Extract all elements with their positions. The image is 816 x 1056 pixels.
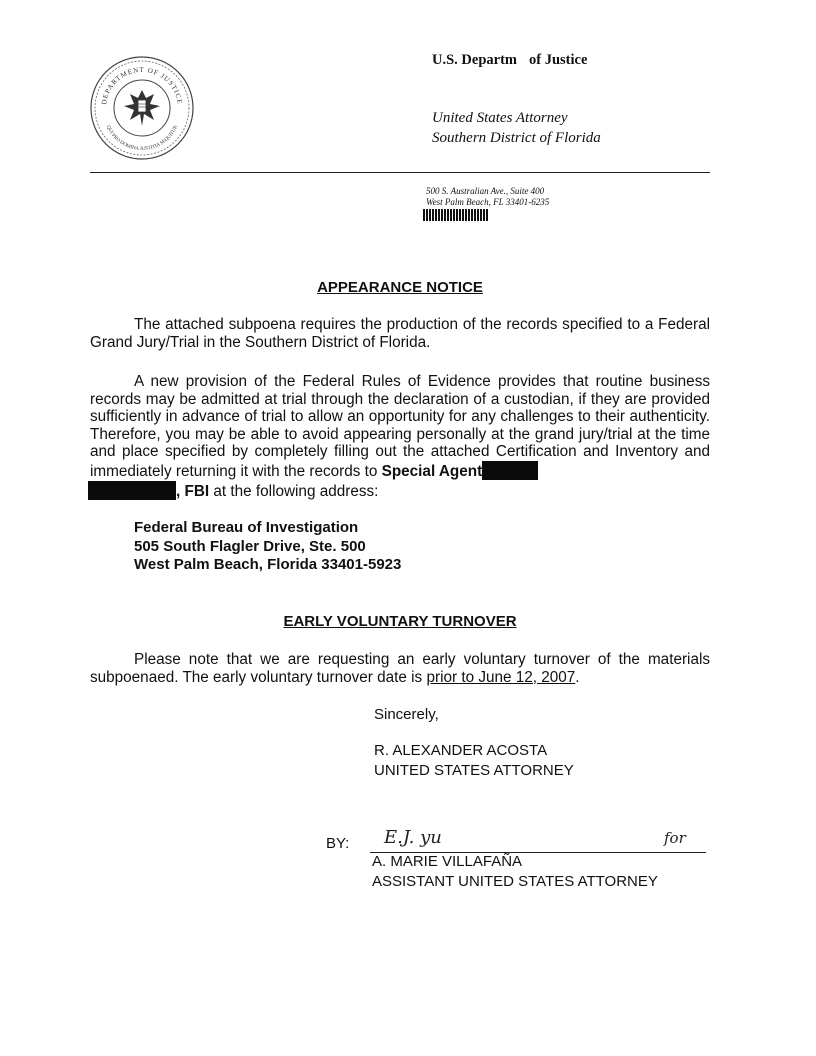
appearance-paragraph-1 xyxy=(90,316,710,351)
turnover-paragraph-text: Please note that we are requesting an early voluntary turnover of the materials subpoenaed. The early voluntary turnover date is xyxy=(90,651,710,686)
address-line-1: 500 S. Australian Ave., Suite 400 xyxy=(426,186,545,196)
us-attorney-title: UNITED STATES ATTORNEY xyxy=(374,762,574,779)
turnover-paragraph-end: . xyxy=(575,668,580,686)
us-attorney-name: R. ALEXANDER ACOSTA xyxy=(374,742,548,759)
fbi-address-line-1: Federal Bureau of Investigation xyxy=(134,519,359,536)
by-label: BY: xyxy=(326,835,350,852)
office-line-2: Southern District of Florida xyxy=(432,130,601,146)
signer-name: A. MARIE VILLAFAÑA xyxy=(372,853,523,870)
signer-title: ASSISTANT UNITED STATES ATTORNEY xyxy=(372,873,658,890)
signature-for-mark: for xyxy=(664,829,686,847)
appearance-paragraph-2 xyxy=(90,373,710,500)
redacted-phone-bar xyxy=(423,209,489,221)
appearance-paragraph-2-tail: at the following address: xyxy=(213,482,379,500)
agency-name-part2: of Justice xyxy=(528,52,588,68)
early-turnover-heading: EARLY VOLUNTARY TURNOVER xyxy=(283,613,517,630)
redacted-agent-name xyxy=(482,461,538,480)
seal-text-top: DEPARTMENT OF JUSTICE xyxy=(100,65,184,106)
fbi-address-line-2: 505 South Flagler Drive, Ste. 500 xyxy=(134,537,366,555)
fbi-address-block xyxy=(134,519,401,575)
appearance-paragraph-2-text: A new provision of the Federal Rules of Evidence provides that routine business records may be admitted at trial through the declaration of a custodian, if they are provided sufficiently in advance of trial to allow an opportunity for any challenges to their authenticity. Therefore, you may be able to avoid appearing personally at the grand jury/trial at the time and place specified by completely filling out the attached Certification and Inventory and immediately returning it with the records to xyxy=(90,373,710,480)
address-line-2: West Palm Beach, FL 33401-6235 xyxy=(426,197,550,207)
turnover-paragraph xyxy=(90,651,710,686)
turnover-date: prior to June 12, 2007 xyxy=(426,668,576,686)
doj-seal-icon xyxy=(88,54,196,162)
closing: Sincerely, xyxy=(374,706,439,723)
signature-scrawl: E.J. yu xyxy=(384,827,442,848)
header-rule xyxy=(90,172,710,173)
appearance-paragraph-1-text: The attached subpoena requires the production of the records specified to a Federal Grand Jury/Trial in the Southern District of Florida. xyxy=(90,316,710,351)
doj-seal xyxy=(88,54,196,162)
appearance-notice-heading: APPEARANCE NOTICE xyxy=(317,279,483,296)
special-agent-label: Special Agent xyxy=(381,462,483,480)
fbi-label: , FBI xyxy=(176,482,210,500)
seal-text-bottom: QUI PRO DOMINA JUSTITIA SEQUITUR xyxy=(104,125,180,153)
office-line-1: United States Attorney xyxy=(432,110,568,126)
signer-block xyxy=(372,852,658,892)
redacted-agent-surname xyxy=(88,481,176,500)
us-attorney-block xyxy=(374,741,574,781)
office-address xyxy=(426,186,549,208)
agency-name-part1: U.S. Departm xyxy=(432,52,517,68)
fbi-address-line-3: West Palm Beach, Florida 33401-5923 xyxy=(134,556,402,573)
office-block xyxy=(432,108,601,148)
agency-name xyxy=(432,52,587,69)
svg-text:QUI PRO DOMINA JUSTITIA SEQUIT xyxy=(105,124,179,152)
